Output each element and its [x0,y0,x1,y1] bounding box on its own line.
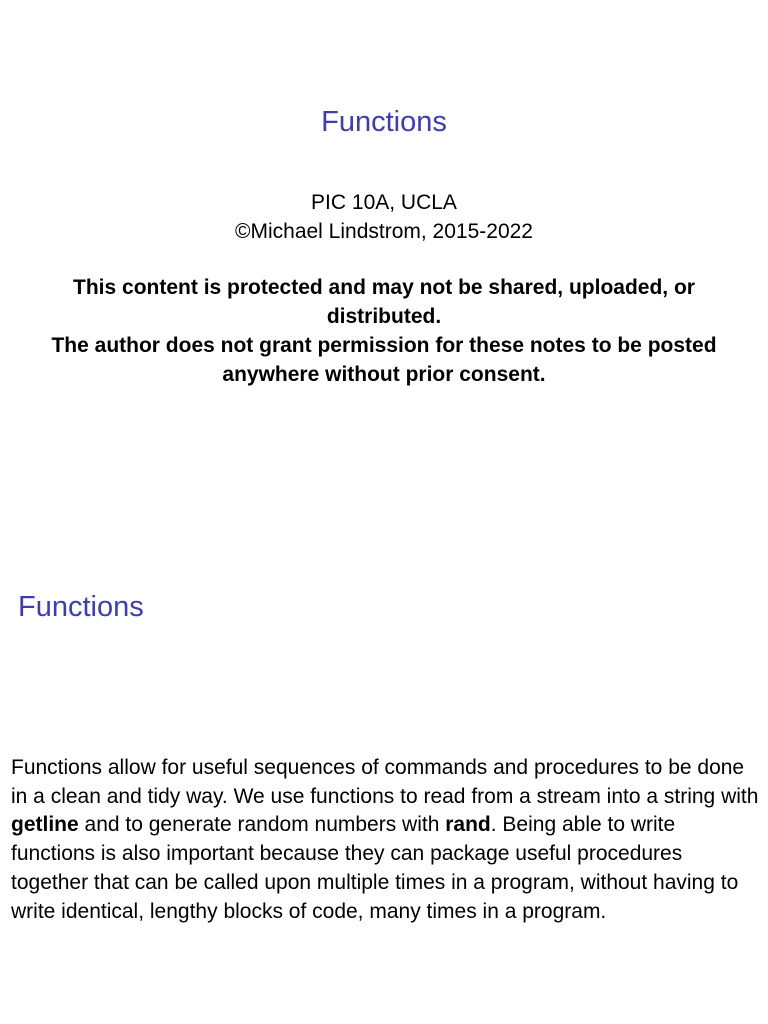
notice-line: The author does not grant permission for these notes to be posted anywhere without prior consent. [51,334,717,386]
paragraph-text: and to generate random numbers with [78,813,446,837]
code-term-getline: getline [11,813,79,837]
author-block [0,188,768,246]
code-term-rand: rand [445,813,491,837]
intro-paragraph [11,754,761,926]
section-heading: Functions [18,591,144,623]
paragraph-text: . Being able to write functions is also important because they can package useful procedures together that can be called upon multiple times in a program, without having to write identical, lengthy blocks of code, many times in a program. [11,813,739,923]
copyright-notice [30,273,738,389]
page-title: Functions [321,106,447,138]
paragraph-text: Functions allow for useful sequences of commands and procedures to be done in a clean and tidy way. We use functions to read from a stream into a string with [11,756,759,808]
notice-line: This content is protected and may not be shared, uploaded, or distributed. [73,276,695,328]
course-name: PIC 10A, UCLA [311,191,457,214]
copyright-line: ©Michael Lindstrom, 2015-2022 [235,220,533,243]
